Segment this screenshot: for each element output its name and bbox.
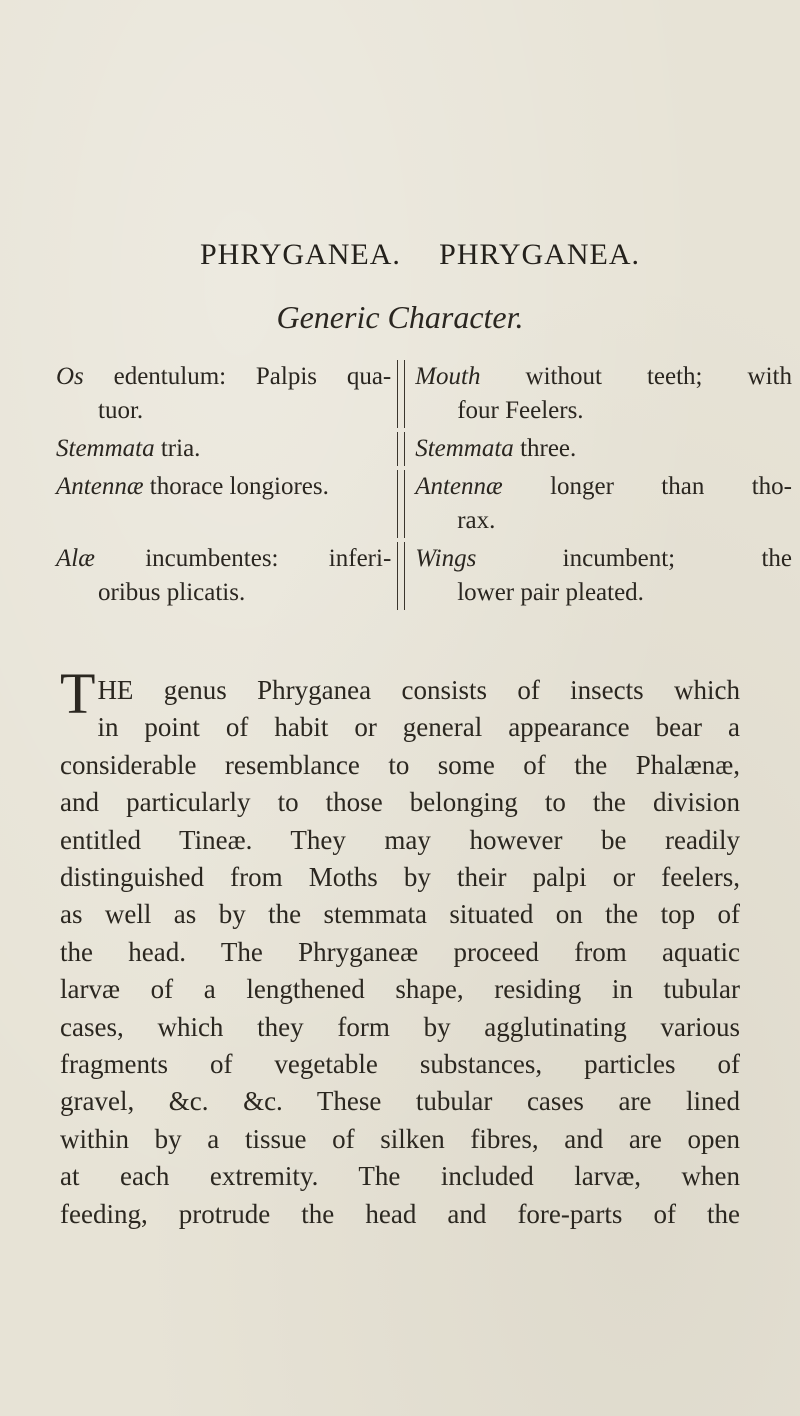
character-text: oribus plicatis. xyxy=(98,579,246,606)
character-text: edentulum: Palpis qua- xyxy=(83,363,392,390)
body-line-text: fragments of vegetable substances, particles of xyxy=(60,1049,740,1080)
latin-line xyxy=(56,360,391,394)
body-line xyxy=(60,1009,740,1046)
character-row xyxy=(56,470,792,538)
section-title: Generic Character. xyxy=(276,299,524,335)
english-cell xyxy=(405,470,792,538)
body-line xyxy=(60,1083,740,1120)
drop-cap: T xyxy=(60,661,96,726)
character-text: without teeth; with xyxy=(480,363,792,390)
column-divider xyxy=(397,542,405,610)
column-divider xyxy=(397,360,405,428)
character-text: four Feelers. xyxy=(457,397,584,424)
character-text: tuor. xyxy=(98,397,144,424)
body-line xyxy=(60,971,740,1008)
body-line xyxy=(60,822,740,859)
body-line xyxy=(60,1196,740,1233)
character-term: Antennæ xyxy=(415,473,503,500)
running-head-right: PHRYGANEA. xyxy=(439,238,640,271)
latin-cell xyxy=(56,470,397,538)
body-line-text: as well as by the stemmata situated on the top of xyxy=(60,899,740,930)
body-line-text: the head. The Phryganeæ proceed from aquatic xyxy=(60,936,740,967)
character-text: incumbent; the xyxy=(476,545,792,572)
body-line-text: cases, which they form by agglutinating various xyxy=(60,1011,740,1042)
body-line xyxy=(60,661,740,726)
latin-line xyxy=(56,394,391,428)
character-row xyxy=(56,432,792,466)
character-text: tria. xyxy=(154,435,201,462)
body-paragraph xyxy=(60,661,740,1233)
english-line xyxy=(415,360,792,394)
body-line xyxy=(60,1046,740,1083)
character-text: longer than tho- xyxy=(502,473,792,500)
body-line-text: entitled Tineæ. They may however be readily xyxy=(60,824,740,855)
body-line-text: larvæ of a lengthened shape, residing in tubular xyxy=(60,974,740,1005)
latin-line xyxy=(56,470,391,504)
character-term: Os xyxy=(56,363,84,390)
body-line xyxy=(60,1158,740,1195)
running-head-left: PHRYGANEA. xyxy=(200,238,401,271)
body-line xyxy=(60,747,740,784)
body-line xyxy=(60,896,740,933)
first-word-rest: HE xyxy=(97,675,134,705)
column-divider xyxy=(397,432,405,466)
body-line-text: considerable resemblance to some of the Phalænæ, xyxy=(60,749,740,780)
body-line xyxy=(60,934,740,971)
body-line-text: distinguished from Moths by their palpi or feelers, xyxy=(60,862,740,893)
character-text: rax. xyxy=(457,507,496,534)
body-line-text: and particularly to those belonging to the division xyxy=(60,787,740,818)
generic-character-table xyxy=(56,360,792,614)
english-cell xyxy=(405,542,792,610)
english-line xyxy=(415,576,792,610)
english-line xyxy=(415,432,792,466)
latin-line xyxy=(56,432,391,466)
body-line-text: gravel, &c. &c. These tubular cases are lined xyxy=(60,1086,740,1117)
latin-line xyxy=(56,576,391,610)
character-term: Alæ xyxy=(56,545,95,572)
character-term: Mouth xyxy=(415,363,481,390)
character-term: Stemmata xyxy=(415,435,514,462)
character-row xyxy=(56,360,792,428)
english-line xyxy=(415,470,792,504)
english-cell xyxy=(405,432,792,466)
english-line xyxy=(415,504,792,538)
english-line xyxy=(415,542,792,576)
body-line-text: at each extremity. The included larvæ, when xyxy=(60,1161,740,1192)
body-line xyxy=(60,859,740,896)
character-term: Stemmata xyxy=(56,435,155,462)
character-text: lower pair pleated. xyxy=(457,579,644,606)
body-line-text: in point of habit or general appearance bear a xyxy=(97,712,740,743)
character-term: Antennæ xyxy=(56,473,144,500)
latin-cell xyxy=(56,432,397,466)
latin-cell xyxy=(56,360,397,428)
character-row xyxy=(56,542,792,610)
character-term: Wings xyxy=(415,545,477,572)
body-line-text: feeding, protrude the head and fore-parts of the xyxy=(60,1198,740,1229)
latin-cell xyxy=(56,542,397,610)
body-line-text: genus Phryganea consists of insects which xyxy=(133,675,740,705)
body-line xyxy=(60,784,740,821)
character-text: incumbentes: inferi- xyxy=(94,545,392,572)
running-head xyxy=(200,238,640,272)
body-line xyxy=(60,1121,740,1158)
column-divider xyxy=(397,470,405,538)
english-line xyxy=(415,394,792,428)
body-line-text: within by a tissue of silken fibres, and are open xyxy=(60,1123,740,1154)
character-text: three. xyxy=(513,435,577,462)
character-text: thorace longiores. xyxy=(143,473,329,500)
latin-line xyxy=(56,542,391,576)
english-cell xyxy=(405,360,792,428)
body-line xyxy=(60,709,740,746)
